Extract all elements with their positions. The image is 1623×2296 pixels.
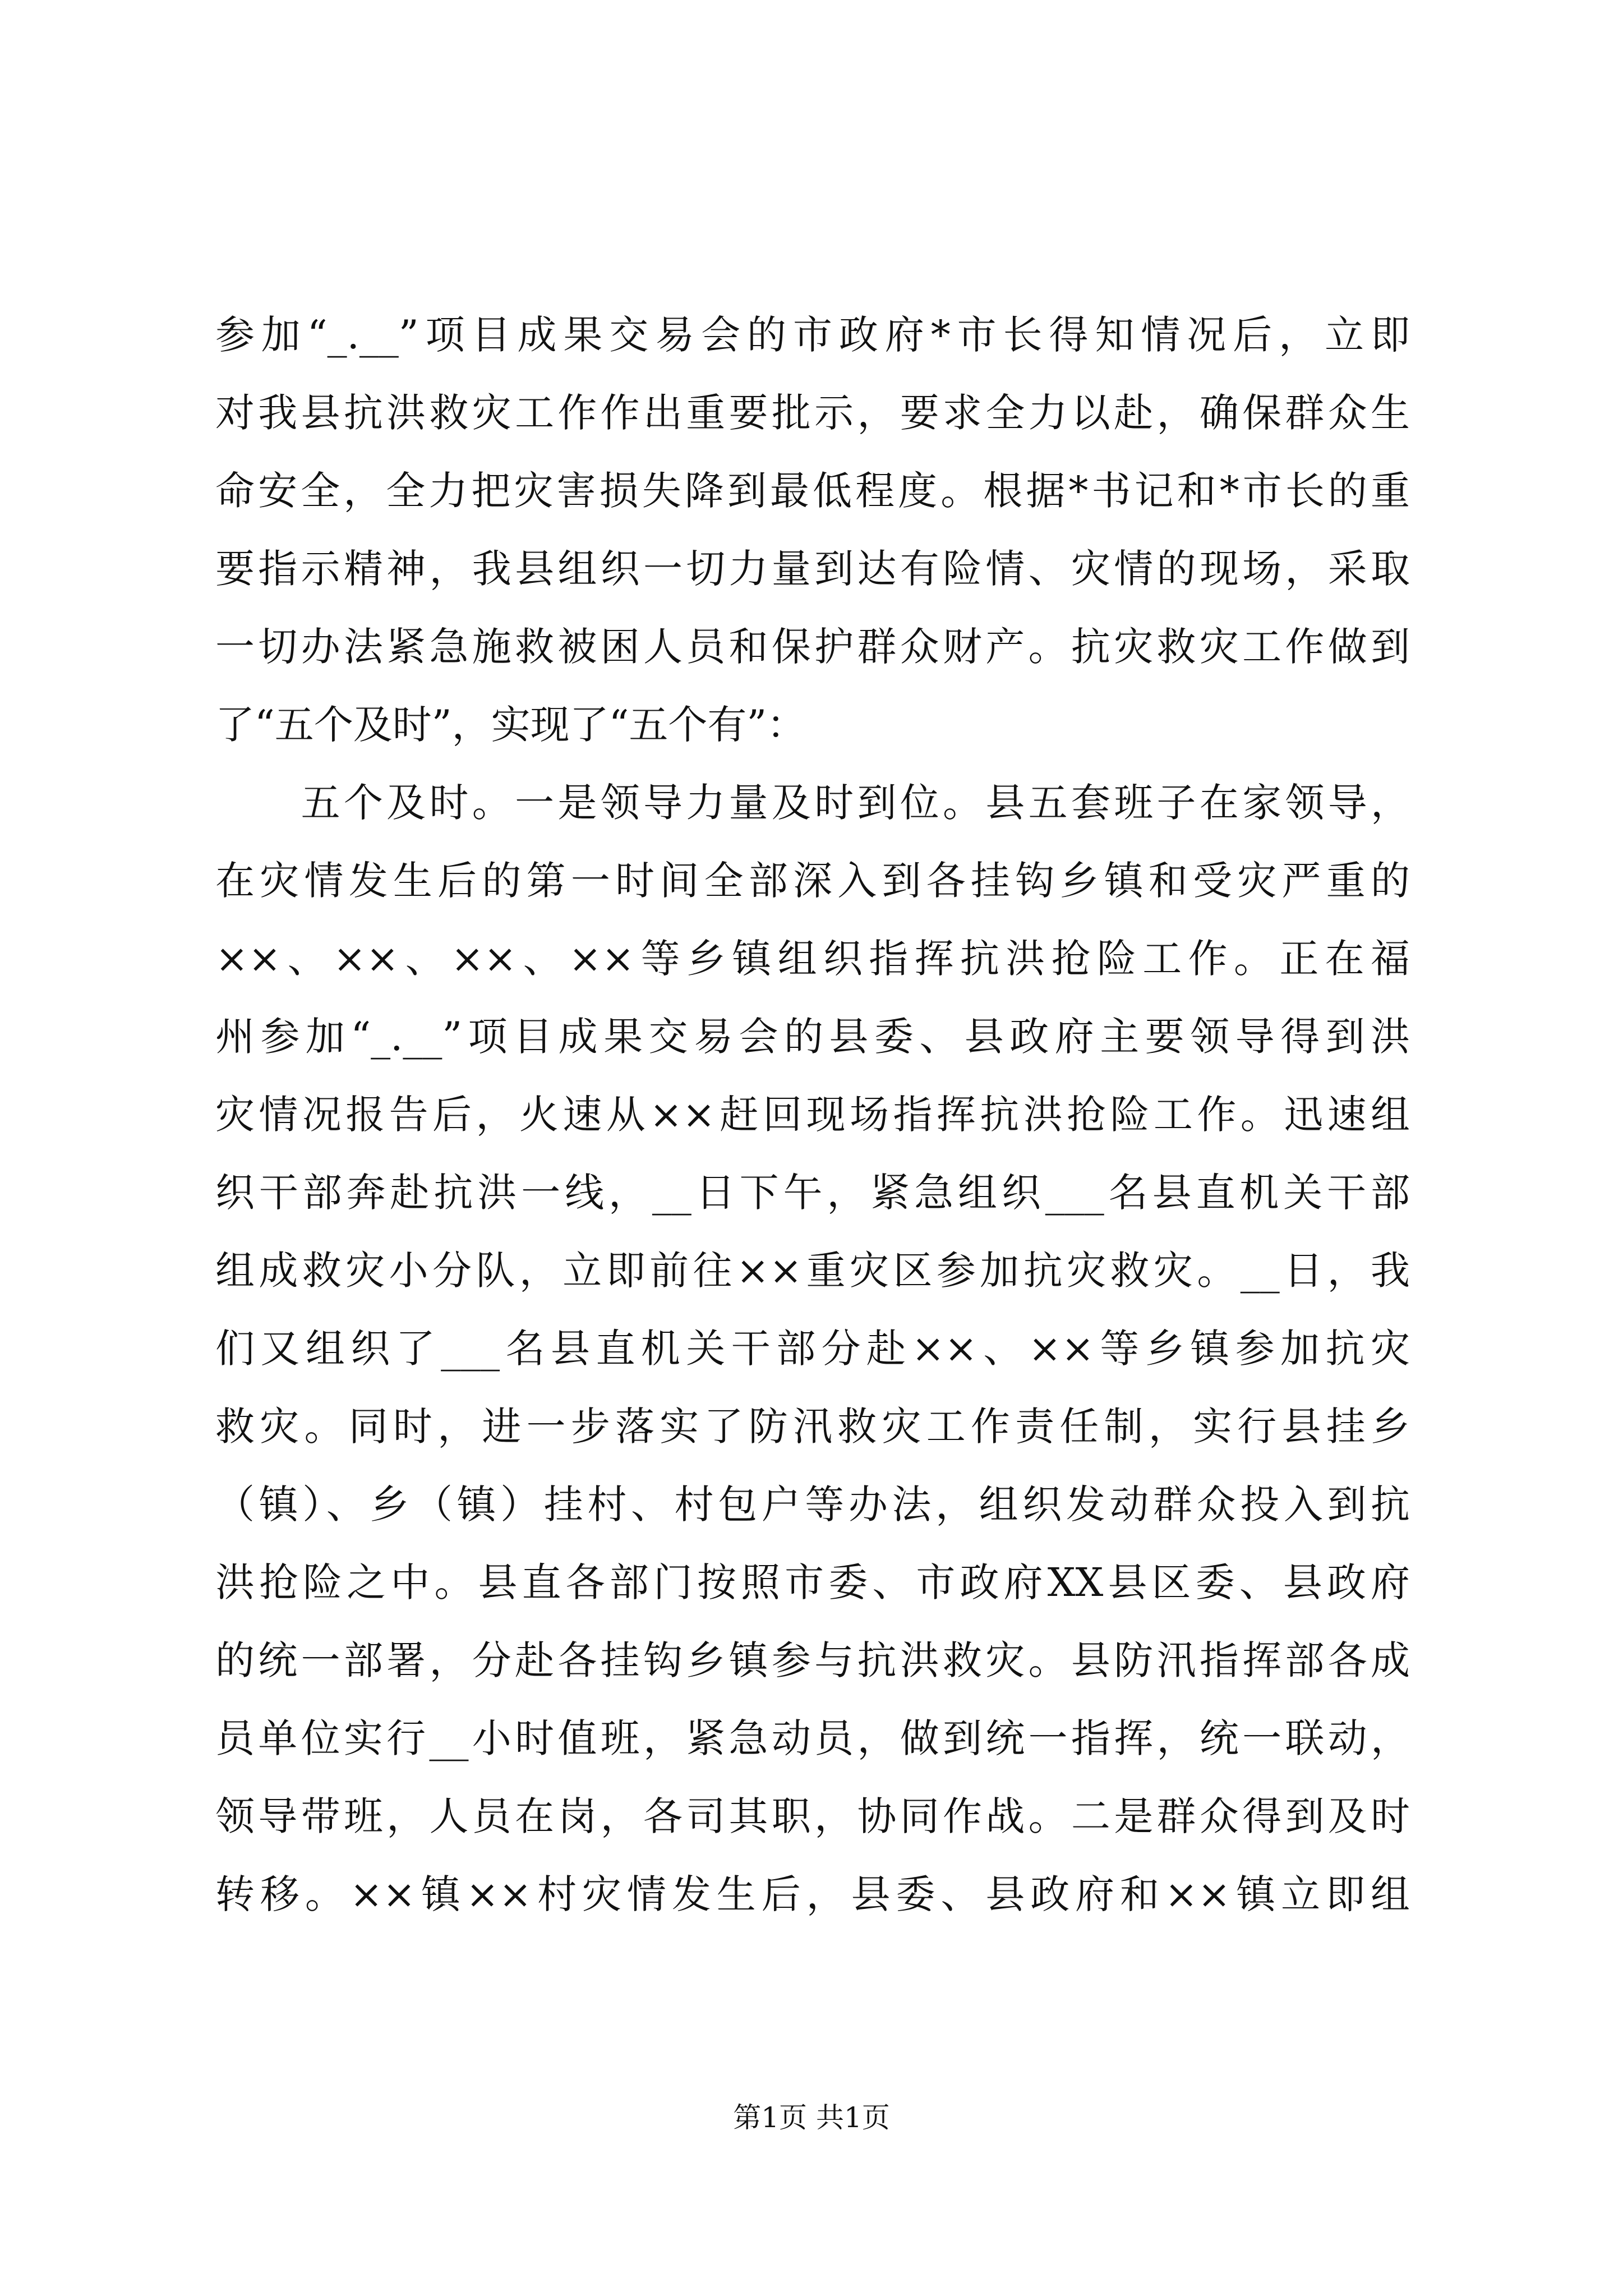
text-line: 转移。××镇××村灾情发生后，县委、县政府和××镇立即组: [215, 1871, 1410, 1917]
text-line: 织干部奔赴抗洪一线，__日下午，紧急组织___名县直机关干部: [215, 1170, 1410, 1216]
text-line: 组成救灾小分队，立即前往××重灾区参加抗灾救灾。__日，我: [215, 1248, 1410, 1294]
text-line: 要指示精神，我县组织一切力量到达有险情、灾情的现场，采取: [215, 546, 1410, 592]
text-line: （镇）、乡（镇）挂村、村包户等办法，组织发动群众投入到抗: [215, 1481, 1410, 1527]
page-footer: [0, 2098, 1623, 2137]
text-line: 领导带班，人员在岗，各司其职，协同作战。二是群众得到及时: [215, 1793, 1410, 1839]
text-line: 命安全，全力把灾害损失降到最低程度。根据*书记和*市长的重: [215, 468, 1410, 514]
text-line: 一切办法紧急施救被困人员和保护群众财产。抗灾救灾工作做到: [215, 624, 1410, 670]
text-line: 的统一部署，分赴各挂钩乡镇参与抗洪救灾。县防汛指挥部各成: [215, 1637, 1410, 1683]
text-line: 员单位实行__小时值班，紧急动员，做到统一指挥，统一联动，: [215, 1715, 1410, 1761]
text-line: 州参加“_.__”项目成果交易会的县委、县政府主要领导得到洪: [215, 1014, 1410, 1060]
text-line: 灾情况报告后，火速从××赶回现场指挥抗洪抢险工作。迅速组: [215, 1092, 1410, 1138]
text-line: 们又组织了___名县直机关干部分赴××、××等乡镇参加抗灾: [215, 1326, 1410, 1372]
text-line: 对我县抗洪救灾工作作出重要批示，要求全力以赴，确保群众生: [215, 390, 1410, 436]
text-line: ××、××、××、××等乡镇组织指挥抗洪抢险工作。正在福: [215, 936, 1410, 982]
text-line: 参加“_.__”项目成果交易会的市政府*市长得知情况后，立即: [215, 312, 1410, 358]
document-body: [215, 296, 1410, 1934]
text-line: 救灾。同时，进一步落实了防汛救灾工作责任制，实行县挂乡: [215, 1404, 1410, 1450]
text-line: 洪抢险之中。县直各部门按照市委、市政府XX县区委、县政府: [215, 1559, 1410, 1605]
text-line: 五个及时。一是领导力量及时到位。县五套班子在家领导，: [215, 780, 1410, 826]
text-line: 在灾情发生后的第一时间全部深入到各挂钩乡镇和受灾严重的: [215, 858, 1410, 904]
page-number-label: 第1页 共1页: [733, 2101, 890, 2134]
text-line: 了“五个及时”，实现了“五个有”：: [215, 702, 806, 748]
